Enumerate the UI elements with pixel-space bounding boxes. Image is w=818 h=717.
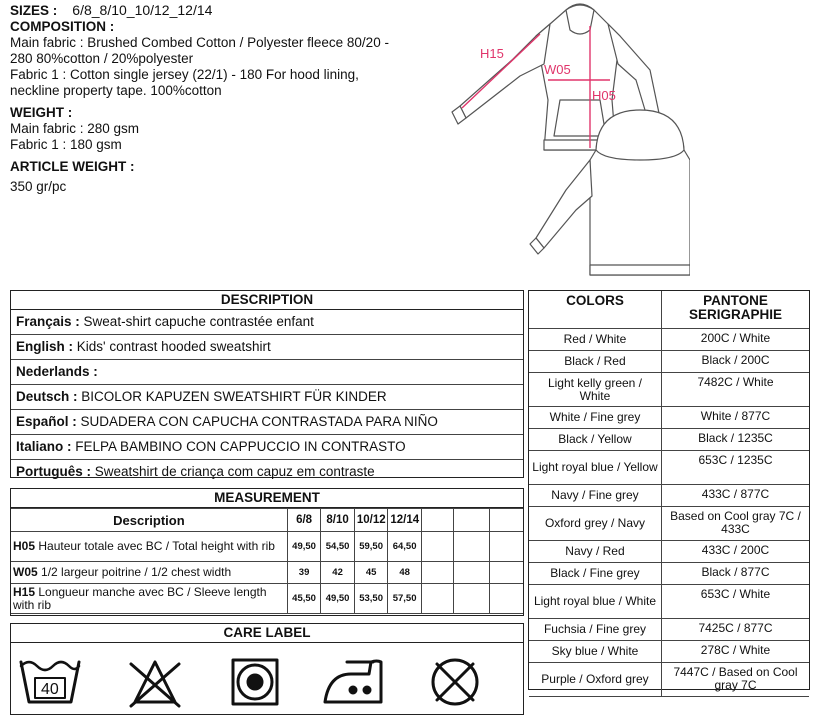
measurement-row xyxy=(11,584,523,614)
pantone-value: 433C / 877C xyxy=(661,485,809,507)
empty-cell xyxy=(489,532,523,562)
colors-header-row xyxy=(529,291,809,329)
description-row xyxy=(11,335,523,360)
color-name: Light royal blue / White xyxy=(529,585,661,619)
color-name: Light royal blue / Yellow xyxy=(529,451,661,485)
size-header: 12/14 xyxy=(388,509,422,532)
measurement-label-text: 1/2 largeur poitrine / 1/2 chest width xyxy=(41,565,232,579)
measurement-value: 54,50 xyxy=(321,532,355,562)
pantone-value: 7425C / 877C xyxy=(661,619,809,641)
color-row xyxy=(529,563,809,585)
measurement-header-row xyxy=(11,509,523,532)
pantone-value: 278C / White xyxy=(661,641,809,663)
colors-col-header: COLORS xyxy=(529,291,661,329)
description-row xyxy=(11,435,523,460)
empty-cell xyxy=(421,562,454,584)
weight-label: WEIGHT : xyxy=(10,105,73,120)
description-row xyxy=(11,460,523,484)
size-header: 8/10 xyxy=(321,509,355,532)
no-dry-clean-icon xyxy=(433,660,477,704)
measurement-table xyxy=(11,508,523,614)
measurement-value: 57,50 xyxy=(388,584,422,614)
measurement-row xyxy=(11,532,523,562)
color-name: White / Fine grey xyxy=(529,407,661,429)
measurement-value: 49,50 xyxy=(287,532,321,562)
description-row xyxy=(11,410,523,435)
color-row xyxy=(529,373,809,407)
color-row xyxy=(529,485,809,507)
color-row xyxy=(529,351,809,373)
pantone-value: 433C / 200C xyxy=(661,541,809,563)
language-label: Nederlands : xyxy=(16,364,98,379)
colors-table xyxy=(529,291,809,697)
description-text: Kids' contrast hooded sweatshirt xyxy=(76,339,271,354)
measurement-box xyxy=(10,488,524,616)
pantone-value: 200C / White xyxy=(661,329,809,351)
composition-line: 280 80%cotton / 20%polyester xyxy=(10,51,194,66)
weight-line: Main fabric : 280 gsm xyxy=(10,121,140,136)
measurement-value: 64,50 xyxy=(388,532,422,562)
color-name: Navy / Fine grey xyxy=(529,485,661,507)
measurement-value: 48 xyxy=(388,562,422,584)
no-bleach-icon xyxy=(131,662,179,706)
hoodie-sketch xyxy=(440,0,690,278)
article-weight-label: ARTICLE WEIGHT : xyxy=(10,159,135,174)
measurement-label xyxy=(11,584,287,614)
care-label-title: CARE LABEL xyxy=(11,624,523,643)
color-row xyxy=(529,585,809,619)
measurement-col-description: Description xyxy=(11,509,287,532)
color-name: Black / Red xyxy=(529,351,661,373)
empty-cell xyxy=(489,584,523,614)
measurement-title: MEASUREMENT xyxy=(11,489,523,508)
description-text: Sweat-shirt capuche contrastée enfant xyxy=(83,314,314,329)
language-label: Français : xyxy=(16,314,80,329)
measurement-label-text: Longueur manche avec BC / Sleeve length with rib xyxy=(13,584,267,612)
colors-box xyxy=(528,290,810,690)
measurement-value: 42 xyxy=(321,562,355,584)
measurement-value: 59,50 xyxy=(354,532,388,562)
empty-cell xyxy=(454,509,490,532)
empty-cell xyxy=(421,509,454,532)
composition-label: COMPOSITION : xyxy=(10,19,115,34)
color-row xyxy=(529,329,809,351)
composition-line: Fabric 1 : Cotton single jersey (22/1) - 180 For hood lining, xyxy=(10,67,359,82)
measurement-code: H05 xyxy=(13,539,36,553)
color-row xyxy=(529,429,809,451)
pantone-value: 7482C / White xyxy=(661,373,809,407)
pantone-value: 653C / White xyxy=(661,585,809,619)
measurement-label xyxy=(11,562,287,584)
empty-cell xyxy=(421,532,454,562)
empty-cell xyxy=(454,532,490,562)
iron-icon xyxy=(325,661,381,702)
color-row xyxy=(529,507,809,541)
color-row xyxy=(529,641,809,663)
pantone-value: 653C / 1235C xyxy=(661,451,809,485)
pantone-value: Based on Cool gray 7C / 433C xyxy=(661,507,809,541)
measurement-code: W05 xyxy=(13,565,38,579)
measurement-value: 49,50 xyxy=(321,584,355,614)
color-row xyxy=(529,451,809,485)
description-row xyxy=(11,385,523,410)
h05-label: H05 xyxy=(592,88,616,103)
color-name: Black / Fine grey xyxy=(529,563,661,585)
measurement-value: 39 xyxy=(287,562,321,584)
color-name: Black / Yellow xyxy=(529,429,661,451)
color-row xyxy=(529,407,809,429)
language-label: Deutsch : xyxy=(16,389,78,404)
description-box xyxy=(10,290,524,478)
color-name: Red / White xyxy=(529,329,661,351)
wash-temp: 40 xyxy=(41,681,59,698)
sizes-line xyxy=(10,2,460,19)
color-name: Oxford grey / Navy xyxy=(529,507,661,541)
pantone-value: Black / 200C xyxy=(661,351,809,373)
color-row xyxy=(529,541,809,563)
spec-block xyxy=(10,2,460,195)
article-weight-value: 350 gr/pc xyxy=(10,179,67,194)
measurement-row xyxy=(11,562,523,584)
composition-line: Main fabric : Brushed Combed Cotton / Polyester fleece 80/20 - xyxy=(10,35,389,50)
empty-cell xyxy=(454,584,490,614)
description-text: BICOLOR KAPUZEN SWEATSHIRT FÜR KINDER xyxy=(81,389,387,404)
weight-line: Fabric 1 : 180 gsm xyxy=(10,137,122,152)
measurement-value: 45,50 xyxy=(287,584,321,614)
empty-cell xyxy=(421,584,454,614)
description-text: SUDADERA CON CAPUCHA CONTRASTADA PARA NIÑO xyxy=(80,414,438,429)
measurement-label-text: Hauteur totale avec BC / Total height with rib xyxy=(38,539,275,553)
sizes-label: SIZES : xyxy=(10,3,58,18)
composition-line: neckline property tape. 100%cotton xyxy=(10,83,222,98)
description-title: DESCRIPTION xyxy=(11,291,523,310)
description-text: FELPA BAMBINO CON CAPPUCCIO IN CONTRASTO xyxy=(75,439,406,454)
empty-cell xyxy=(454,562,490,584)
color-name: Navy / Red xyxy=(529,541,661,563)
size-header: 6/8 xyxy=(287,509,321,532)
pantone-value: 7447C / Based on Cool gray 7C xyxy=(661,663,809,697)
color-name: Fuchsia / Fine grey xyxy=(529,619,661,641)
pantone-value: White / 877C xyxy=(661,407,809,429)
language-label: Italiano : xyxy=(16,439,72,454)
measurement-value: 53,50 xyxy=(354,584,388,614)
empty-cell xyxy=(489,562,523,584)
size-header: 10/12 xyxy=(354,509,388,532)
description-row xyxy=(11,360,523,385)
tumble-dry-icon xyxy=(233,660,277,704)
pantone-col-header: PANTONE SERIGRAPHIE xyxy=(661,291,809,329)
measurement-code: H15 xyxy=(13,584,36,599)
pantone-value: Black / 1235C xyxy=(661,429,809,451)
care-icons xyxy=(11,644,523,714)
empty-cell xyxy=(489,509,523,532)
language-label: Português : xyxy=(16,464,92,479)
language-label: English : xyxy=(16,339,73,354)
color-row xyxy=(529,663,809,697)
description-text: Sweatshirt de criança com capuz em contraste xyxy=(94,464,375,479)
color-name: Light kelly green / White xyxy=(529,373,661,407)
color-name: Sky blue / White xyxy=(529,641,661,663)
h15-label: H15 xyxy=(480,46,504,61)
color-name: Purple / Oxford grey xyxy=(529,663,661,697)
care-label-box xyxy=(10,623,524,715)
pantone-value: Black / 877C xyxy=(661,563,809,585)
measurement-value: 45 xyxy=(354,562,388,584)
color-row xyxy=(529,619,809,641)
description-row xyxy=(11,310,523,335)
sizes-value: 6/8_8/10_10/12_12/14 xyxy=(72,2,213,18)
w05-label: W05 xyxy=(544,62,571,77)
language-label: Español : xyxy=(16,414,77,429)
measurement-label xyxy=(11,532,287,562)
